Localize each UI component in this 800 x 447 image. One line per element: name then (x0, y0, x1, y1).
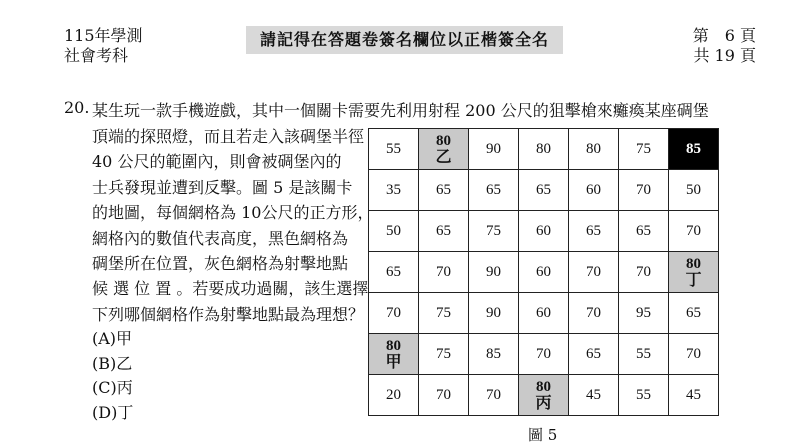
grid-cell (569, 170, 619, 211)
cell-height: 50 (686, 182, 701, 198)
cell-height: 60 (536, 264, 551, 280)
cell-height: 55 (636, 346, 651, 362)
cell-label: 丙 (535, 394, 552, 412)
cell-height: 45 (586, 387, 601, 403)
cell-height: 95 (636, 305, 651, 321)
candidate-cell (669, 252, 719, 293)
cell-height: 80 (536, 378, 551, 395)
cell-height: 50 (386, 223, 401, 239)
bunker-cell (669, 129, 719, 170)
grid-cell (619, 375, 669, 416)
grid-cell (619, 334, 669, 375)
exam-title: 115年學測 (64, 26, 143, 45)
cell-height: 80 (436, 132, 451, 149)
figure-caption: 圖 5 (528, 426, 558, 444)
grid-cell (669, 211, 719, 252)
height-map-grid (368, 128, 719, 416)
option-a[interactable]: (A)甲 (92, 329, 133, 348)
grid-cell (569, 293, 619, 334)
cell-height: 90 (486, 264, 501, 280)
cell-height: 75 (636, 141, 651, 157)
cell-height: 35 (386, 182, 401, 198)
cell-height: 60 (536, 223, 551, 239)
cell-height: 65 (586, 223, 601, 239)
grid-cell (469, 334, 519, 375)
grid-cell (469, 293, 519, 334)
grid-cell (519, 211, 569, 252)
cell-height: 85 (686, 141, 701, 157)
grid-cell (369, 211, 419, 252)
header-right (693, 26, 756, 66)
grid-cell (569, 129, 619, 170)
cell-height: 70 (586, 264, 601, 280)
grid-cell (619, 129, 669, 170)
grid-row (369, 170, 719, 211)
grid-cell (519, 293, 569, 334)
question-first-line: 某生玩一款手機遊戲，其中一個關卡需要先利用射程 200 公尺的狙擊槍來癱瘓某座碉堡 (92, 101, 709, 120)
cell-height: 20 (386, 387, 401, 403)
grid-cell (619, 170, 669, 211)
grid-cell (469, 211, 519, 252)
cell-height: 80 (586, 141, 601, 157)
grid-cell (469, 129, 519, 170)
total-pages: 共 19 頁 (693, 46, 756, 65)
grid-cell (569, 252, 619, 293)
cell-height: 55 (636, 387, 651, 403)
grid-cell (669, 334, 719, 375)
cell-label: 丁 (685, 271, 702, 289)
grid-cell (669, 293, 719, 334)
cell-label: 乙 (435, 148, 452, 166)
cell-height: 65 (436, 182, 451, 198)
grid-cell (519, 252, 569, 293)
question-line: 碉堡所在位置，灰色網格為射擊地點 (92, 254, 349, 274)
grid-cell (669, 375, 719, 416)
cell-height: 65 (586, 346, 601, 362)
cell-height: 65 (636, 223, 651, 239)
cell-height: 75 (486, 223, 501, 239)
grid-cell (669, 170, 719, 211)
grid-cell (419, 334, 469, 375)
grid-row (369, 375, 719, 416)
grid-cell (469, 375, 519, 416)
grid-cell (519, 129, 569, 170)
cell-height: 70 (636, 264, 651, 280)
question-line: 的地圖，每個網格為 10公尺的正方形， (92, 203, 374, 223)
grid-cell (369, 293, 419, 334)
cell-height: 65 (486, 182, 501, 198)
cell-height: 80 (686, 255, 701, 272)
question-line: 下列哪個網格作為射擊地點最為理想？ (92, 304, 365, 324)
cell-height: 70 (536, 346, 551, 362)
grid-row (369, 293, 719, 334)
grid-cell (619, 293, 669, 334)
cell-height: 90 (486, 305, 501, 321)
grid-cell (619, 211, 669, 252)
cell-height: 65 (536, 182, 551, 198)
signature-notice: 請記得在答題卷簽名欄位以正楷簽全名 (246, 26, 563, 54)
cell-height: 85 (486, 346, 501, 362)
cell-height: 80 (536, 141, 551, 157)
cell-height: 65 (436, 223, 451, 239)
grid-cell (569, 334, 619, 375)
grid-cell (369, 375, 419, 416)
option-c[interactable]: (C)丙 (92, 378, 133, 397)
cell-height: 70 (436, 387, 451, 403)
question-line: 頂端的探照燈，而且若走入該碉堡半徑 (92, 127, 365, 146)
grid-cell (469, 252, 519, 293)
grid-cell (419, 375, 469, 416)
cell-height: 60 (586, 182, 601, 198)
grid-row (369, 252, 719, 293)
cell-label: 甲 (385, 353, 402, 371)
cell-height: 70 (386, 305, 401, 321)
cell-height: 60 (536, 305, 551, 321)
cell-height: 45 (686, 387, 701, 403)
cell-height: 90 (486, 141, 501, 157)
cell-height: 70 (686, 223, 701, 239)
question-line: 網格內的數值代表高度，黑色網格為 (92, 228, 349, 248)
grid-row (369, 211, 719, 252)
answer-options (92, 327, 133, 425)
candidate-cell (369, 334, 419, 375)
cell-height: 70 (586, 305, 601, 321)
grid-cell (469, 170, 519, 211)
grid-cell (519, 170, 569, 211)
grid-cell (619, 252, 669, 293)
question-number: 20. (64, 98, 90, 117)
page-number: 第 6 頁 (692, 26, 756, 45)
grid-cell (369, 170, 419, 211)
question-line: 士兵發現並遭到反擊。圖 5 是該關卡 (92, 177, 353, 197)
grid-cell (519, 334, 569, 375)
cell-height: 70 (636, 182, 651, 198)
cell-height: 70 (486, 387, 501, 403)
question-line: 40 公尺的範圍內，則會被碉堡內的 (92, 152, 342, 172)
grid-cell (369, 252, 419, 293)
question-line: 候 選 位 置 。若要成功過關，該生選擇 (92, 279, 369, 299)
grid-cell (419, 211, 469, 252)
cell-height: 75 (436, 305, 451, 321)
grid-cell (369, 129, 419, 170)
cell-height: 80 (386, 337, 401, 354)
grid-cell (569, 375, 619, 416)
option-d[interactable]: (D)丁 (92, 402, 134, 422)
grid-cell (569, 211, 619, 252)
candidate-cell (519, 375, 569, 416)
cell-height: 65 (386, 264, 401, 280)
cell-height: 75 (436, 346, 451, 362)
cell-height: 55 (386, 141, 401, 157)
subject-title: 社會考科 (64, 46, 129, 65)
question-body (92, 124, 374, 327)
candidate-cell (419, 129, 469, 170)
cell-height: 70 (436, 264, 451, 280)
grid-row (369, 334, 719, 375)
grid-row (369, 129, 719, 170)
header-left (64, 26, 143, 66)
grid-cell (419, 293, 469, 334)
grid-cell (419, 170, 469, 211)
grid-cell (419, 252, 469, 293)
cell-height: 65 (686, 305, 701, 321)
cell-height: 70 (686, 346, 701, 362)
option-b[interactable]: (B)乙 (92, 353, 133, 373)
